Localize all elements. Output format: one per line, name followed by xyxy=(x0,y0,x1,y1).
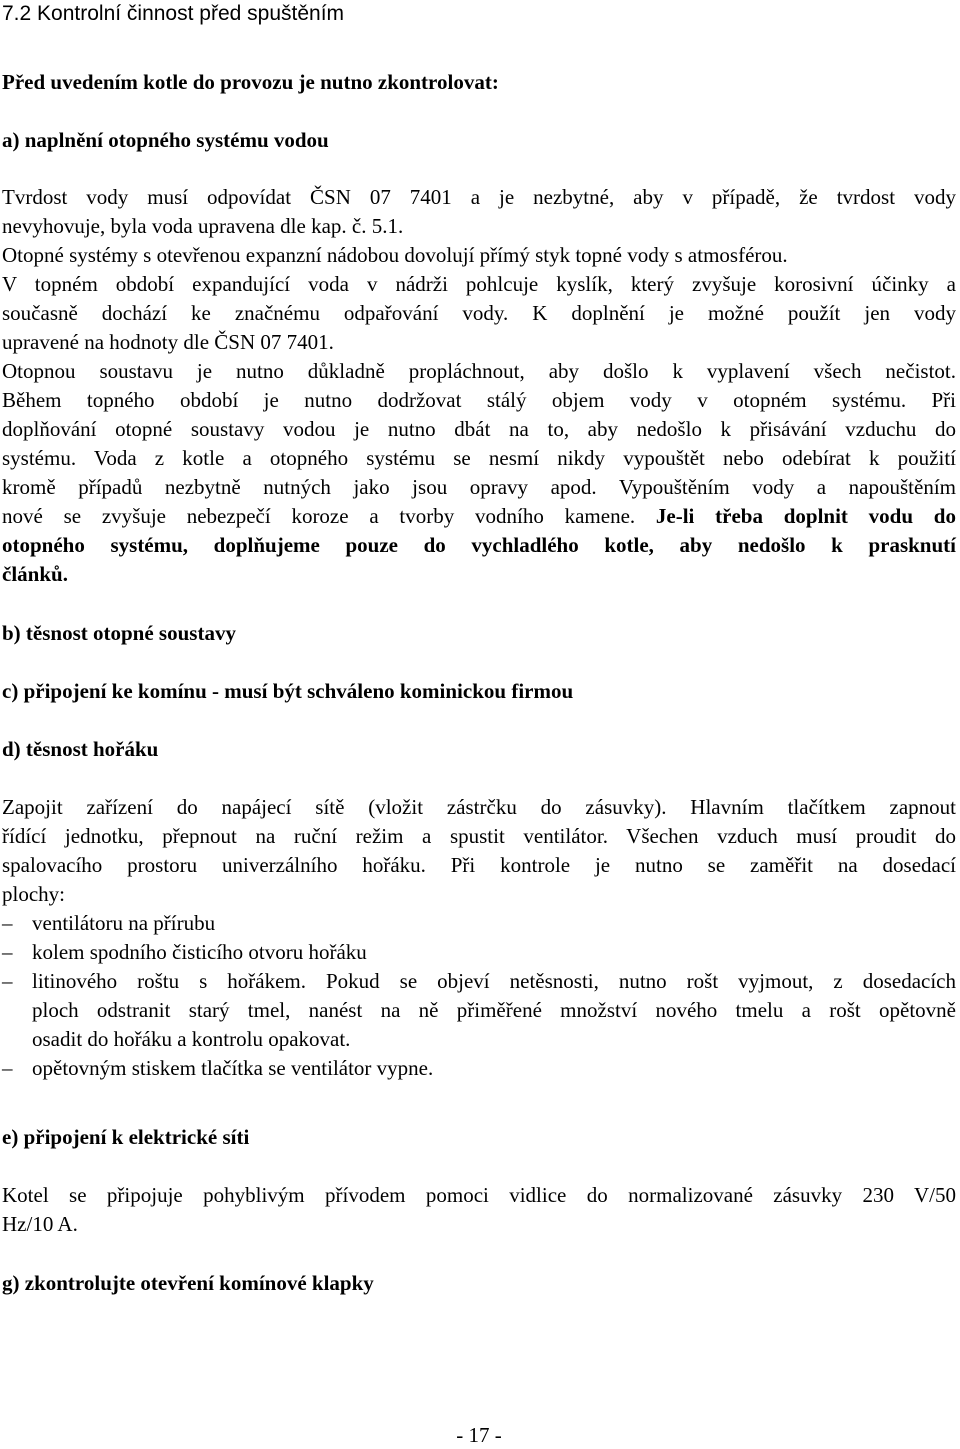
paragraph-line: Kotel se připojuje pohyblivým přívodem pomoci vidlice do normalizované zásuvky 230 V/50 xyxy=(2,1183,956,1207)
paragraph-line: nevyhovuje, byla voda upravena dle kap. č. 5.1. xyxy=(2,214,404,238)
paragraph-line: systému. Voda z kotle a otopného systému se nesmí nikdy vypouštět nebo odebírat k použití xyxy=(2,446,956,470)
heading-c: c) připojení ke komínu - musí být schváleno kominickou firmou xyxy=(2,679,574,703)
paragraph-line: upravené na hodnoty dle ČSN 07 7401. xyxy=(2,330,334,354)
paragraph-line: kromě případů nezbytně nutných jako jsou opravy apod. Vypouštěním vody a napouštěním xyxy=(2,475,956,499)
heading-g: g) zkontrolujte otevření komínové klapky xyxy=(2,1271,374,1295)
paragraph-line: současně dochází ke značnému odpařování vody. K doplnění je možné použít jen vody xyxy=(2,301,956,325)
intro-text: Před uvedením kotle do provozu je nutno zkontrolovat: xyxy=(2,70,499,94)
bullet-dash: – xyxy=(2,1056,13,1080)
warning-line: článků. xyxy=(2,562,68,586)
bullet-dash: – xyxy=(2,969,13,993)
list-item-continuation: ploch odstranit starý tmel, nanést na ně přiměřené množství nového tmelu a rošt opětovně xyxy=(32,998,956,1022)
bullet-dash: – xyxy=(2,940,13,964)
heading-e: e) připojení k elektrické síti xyxy=(2,1125,250,1149)
paragraph-line: Tvrdost vody musí odpovídat ČSN 07 7401 a je nezbytné, aby v případě, že tvrdost vody xyxy=(2,185,956,209)
warning-line: otopného systému, doplňujeme pouze do vychladlého kotle, aby nedošlo k prasknutí xyxy=(2,533,956,557)
paragraph-line: Otopnou soustavu je nutno důkladně propláchnout, aby došlo k vyplavení všech nečistot. xyxy=(2,359,956,383)
list-item: kolem spodního čisticího otvoru hořáku xyxy=(32,940,367,964)
paragraph-line: Hz/10 A. xyxy=(2,1212,78,1236)
bullet-dash: – xyxy=(2,911,13,935)
list-item: ventilátoru na přírubu xyxy=(32,911,216,935)
heading-a: a) naplnění otopného systému vodou xyxy=(2,128,329,152)
paragraph-line: Zapojit zařízení do napájecí sítě (vložit zástrčku do zásuvky). Hlavním tlačítkem zapnout xyxy=(2,795,956,819)
paragraph-line: řídící jednotku, přepnout na ruční režim a spustit ventilátor. Všechen vzduch musí proudit do xyxy=(2,824,956,848)
paragraph-line: V topném období expandující voda v nádrži pohlcuje kyslík, který zvyšuje korosivní účinky a xyxy=(2,272,956,296)
paragraph-line: spalovacího prostoru univerzálního hořáku. Při kontrole je nutno se zaměřit na dosedací xyxy=(2,853,956,877)
paragraph-line-mixed xyxy=(2,502,956,530)
heading-d: d) těsnost hořáku xyxy=(2,737,159,761)
paragraph-line: plochy: xyxy=(2,882,65,906)
list-item: opětovným stiskem tlačítka se ventilátor vypne. xyxy=(32,1056,434,1080)
page-number: - 17 - xyxy=(456,1423,502,1447)
paragraph-line: Během topného období je nutno dodržovat stálý objem vody v otopném systému. Při xyxy=(2,388,956,412)
paragraph-line: doplňování otopné soustavy vodou je nutno dbát na to, aby nedošlo k přisávání vzduchu do xyxy=(2,417,956,441)
warning-text: Je-li třeba doplnit vodu do xyxy=(655,504,956,528)
paragraph-text: nové se zvyšuje nebezpečí koroze a tvorby vodního kamene. xyxy=(2,504,656,528)
list-item: litinového roštu s hořákem. Pokud se objeví netěsnosti, nutno rošt vyjmout, z dosedacích xyxy=(32,969,956,993)
heading-b: b) těsnost otopné soustavy xyxy=(2,621,236,645)
section-heading: 7.2 Kontrolní činnost před spuštěním xyxy=(2,2,345,25)
list-item-continuation: osadit do hořáku a kontrolu opakovat. xyxy=(32,1027,351,1051)
paragraph-line: Otopné systémy s otevřenou expanzní nádobou dovolují přímý styk topné vody s atmosférou. xyxy=(2,243,788,267)
